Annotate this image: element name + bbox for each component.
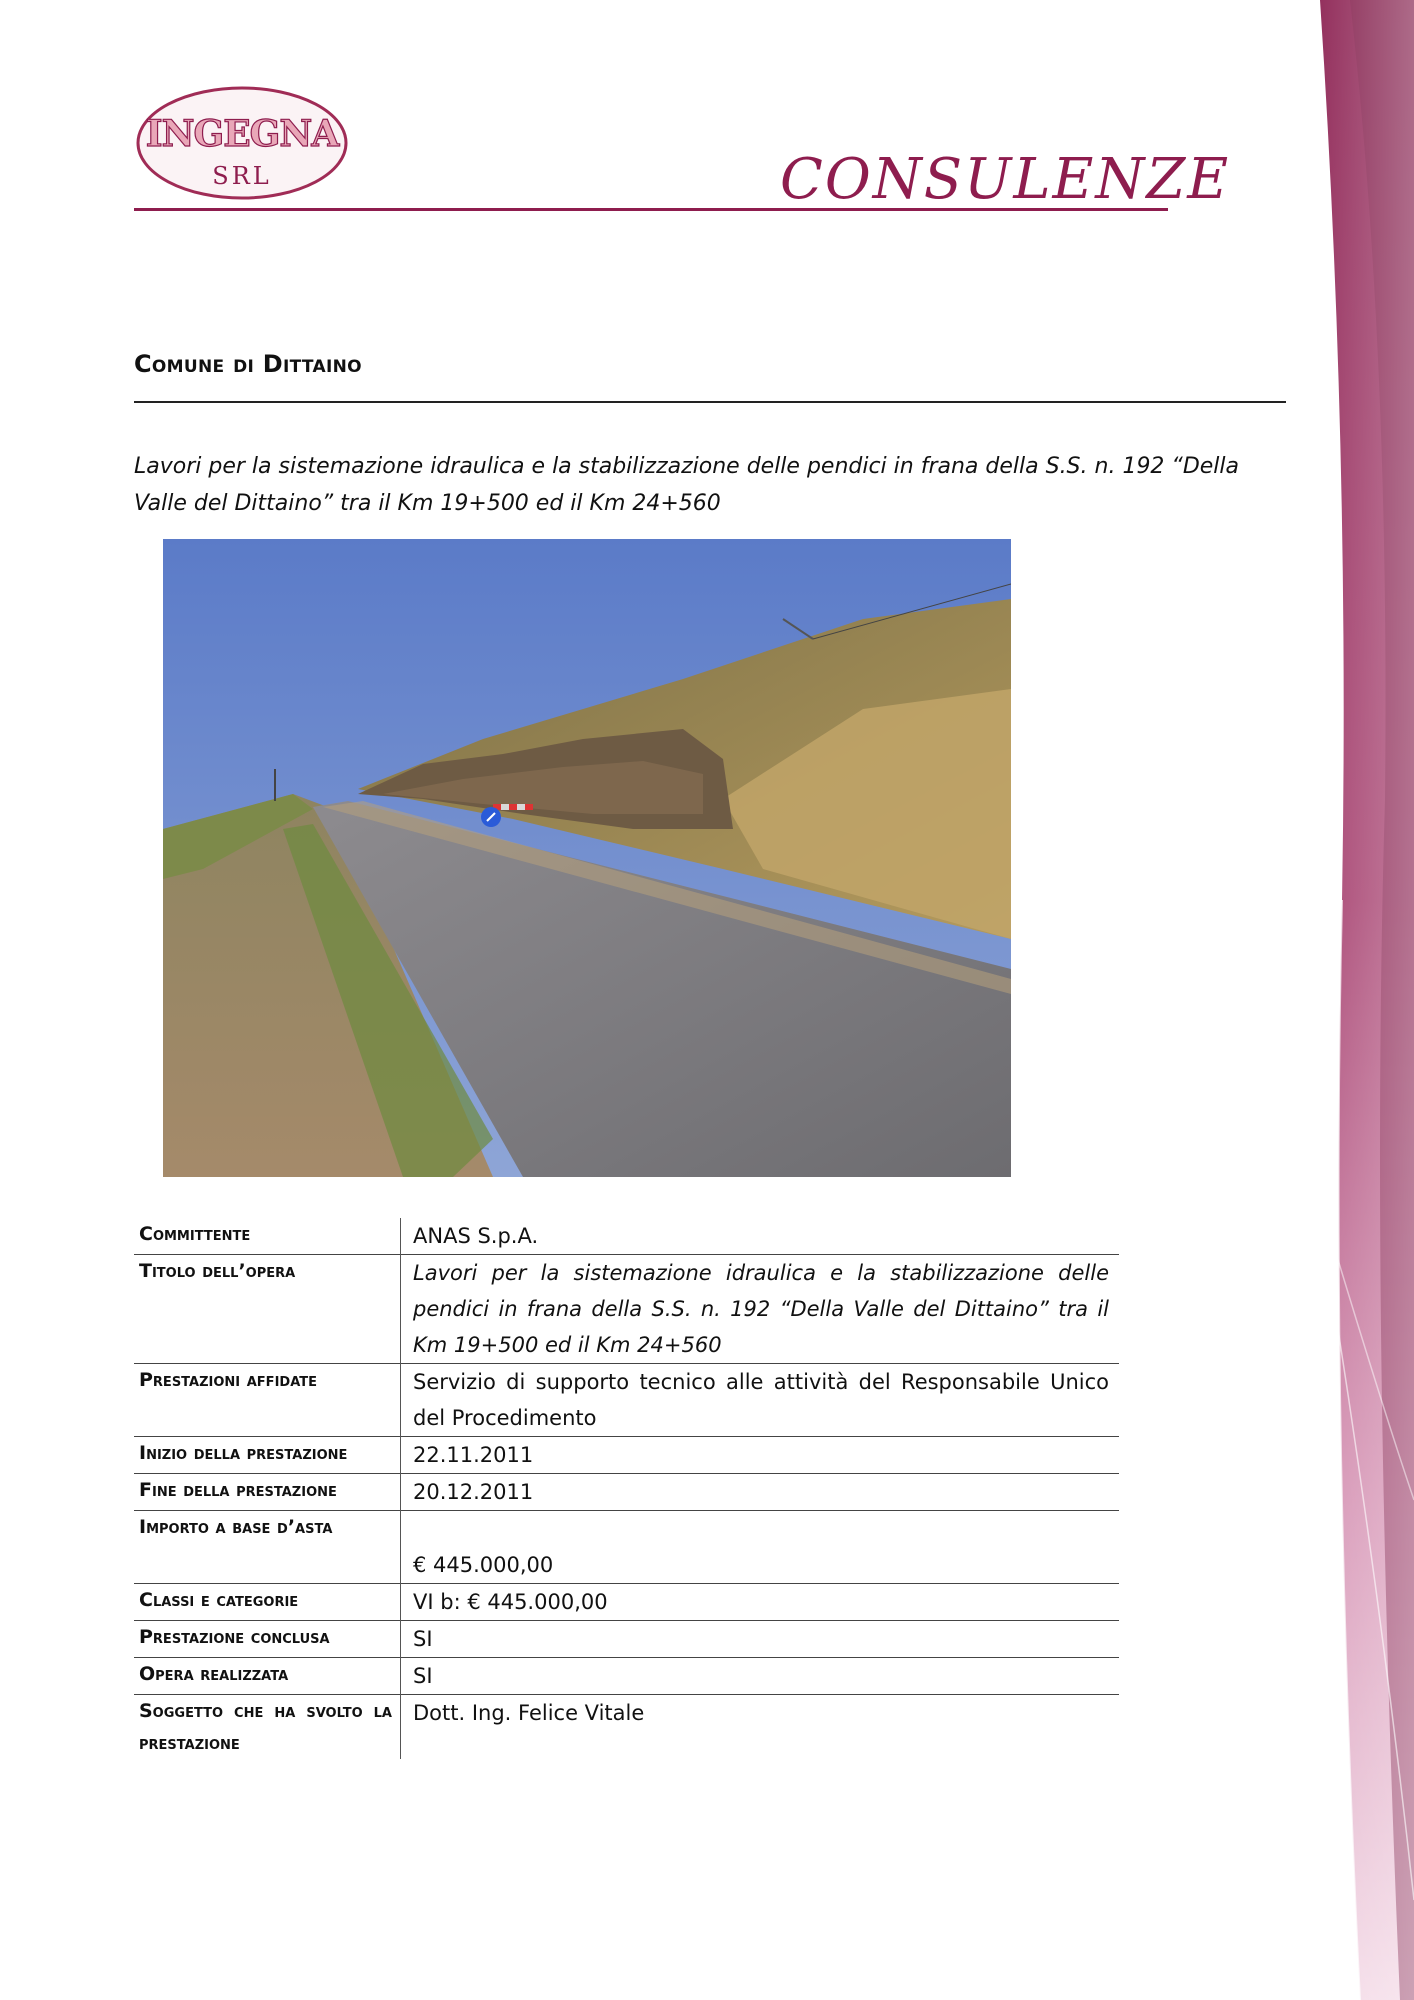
svg-text:SRL: SRL: [212, 162, 272, 190]
table-row-realizzata: [134, 1658, 1119, 1695]
row-value: SI: [401, 1658, 1120, 1695]
row-value: € 445.000,00: [401, 1511, 1120, 1584]
row-label: Fine della prestazione: [139, 1479, 337, 1501]
road-landslide-photo: [163, 539, 1011, 1177]
row-label: Classi e categorie: [139, 1589, 299, 1611]
row-value: 20.12.2011: [401, 1474, 1120, 1511]
table-row-inizio: [134, 1437, 1119, 1474]
table-row-soggetto: [134, 1695, 1119, 1760]
table-row-titolo: [134, 1255, 1119, 1364]
row-label: Committente: [139, 1223, 251, 1245]
intro-paragraph: Lavori per la sistemazione idraulica e la stabilizzazione delle pendici in frana della S.S. n. 192 “Della Valle del Dittaino” tra il Km 19+500 ed il Km 24+560: [134, 454, 1240, 516]
section-title: Comune di Dittaino: [134, 350, 362, 378]
row-label: Soggetto che ha svolto la prestazione: [139, 1700, 392, 1754]
svg-text:INGEGNA: INGEGNA: [145, 113, 339, 155]
table-row-conclusa: [134, 1621, 1119, 1658]
row-label: Prestazioni affidate: [139, 1369, 317, 1391]
row-value: Lavori per la sistemazione idraulica e la stabilizzazione delle pendici in frana della S.S. n. 192 “Della Valle del Dittaino” tra il Km 19+500 ed il Km 24+560: [401, 1255, 1120, 1364]
row-label: Inizio della prestazione: [139, 1442, 348, 1464]
table-row-committente: [134, 1218, 1119, 1255]
ingegna-logo: [134, 84, 350, 202]
decorative-side-band: [1290, 0, 1414, 2000]
row-value: Servizio di supporto tecnico alle attività del Responsabile Unico del Procedimento: [401, 1364, 1120, 1437]
row-label: Opera realizzata: [139, 1663, 289, 1685]
row-label: Importo a base d’asta: [139, 1516, 333, 1538]
row-value: VI b: € 445.000,00: [401, 1584, 1120, 1621]
row-label: Prestazione conclusa: [139, 1626, 330, 1648]
row-label: Titolo dell’opera: [139, 1260, 296, 1282]
section-rule: [134, 401, 1286, 403]
table-row-fine: [134, 1474, 1119, 1511]
row-value: 22.11.2011: [401, 1437, 1120, 1474]
row-value: SI: [401, 1621, 1120, 1658]
header-section-word: CONSULENZE: [780, 147, 1231, 212]
row-value: ANAS S.p.A.: [401, 1218, 1120, 1255]
table-row-classi: [134, 1584, 1119, 1621]
table-row-prestazioni: [134, 1364, 1119, 1437]
project-info-table: [134, 1218, 1119, 1759]
row-value: Dott. Ing. Felice Vitale: [401, 1695, 1120, 1760]
table-row-importo: [134, 1511, 1119, 1584]
